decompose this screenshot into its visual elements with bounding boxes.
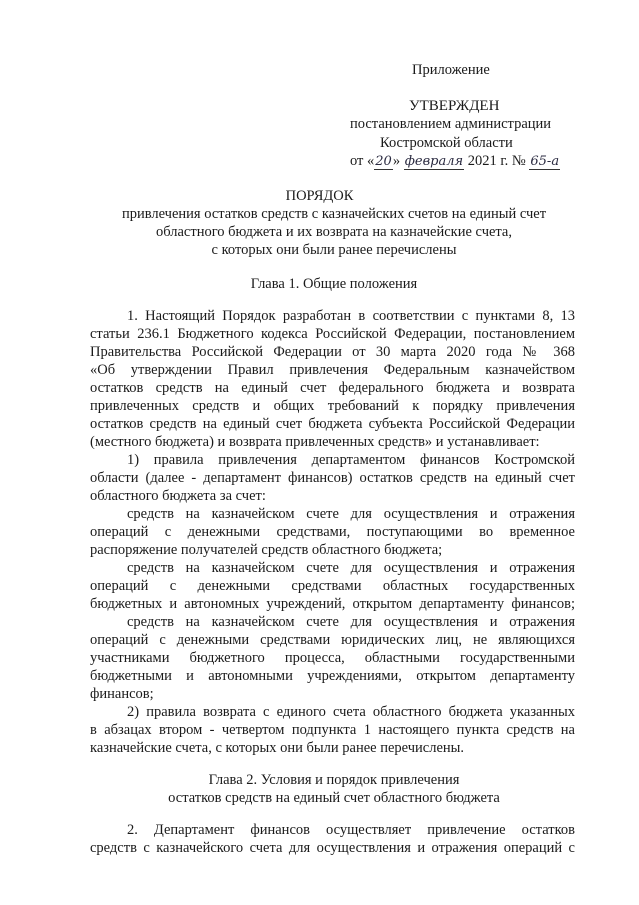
text-line: финансов;	[90, 686, 154, 702]
text-line: 2) правила возврата с единого счета областного бюджета указанных	[127, 704, 575, 720]
region-label: Костромской области	[380, 135, 513, 151]
text-line: средств на казначейском счете для осуществления и отражения	[127, 506, 575, 522]
chapter1-heading: Глава 1. Общие положения	[250, 276, 418, 292]
resolution-date	[350, 153, 560, 170]
doc-subtitle-line: с которых они были ранее перечислены	[211, 242, 457, 258]
text-line: бюджетных и автономных учреждений, открытом департаменту финансов;	[90, 596, 575, 612]
date-day: 20	[375, 154, 392, 169]
appendix-label: Приложение	[412, 62, 490, 78]
doc-subtitle-line: привлечения остатков средств с казначейских счетов на единый счет	[121, 206, 547, 222]
text-line: операций с денежными средствами областных государственных	[90, 578, 575, 594]
text-line: остатков средств на единый счет федерального бюджета и возврата	[90, 380, 575, 396]
date-year: 2021 г. №	[467, 153, 526, 169]
text-line: операций с денежными средствами, поступающими во временное	[90, 524, 575, 540]
text-line: средств на казначейском счете для осуществления и отражения	[127, 560, 575, 576]
approved-label: УТВЕРЖДЕН	[409, 98, 500, 114]
doc-title: ПОРЯДОК	[285, 188, 354, 204]
date-month: февраля	[404, 154, 464, 169]
text-line: 2. Департамент финансов осуществляет привлечение остатков	[127, 822, 575, 838]
text-line: участниками бюджетного процесса, областными государственными	[90, 650, 575, 666]
date-prefix: от «	[350, 153, 375, 169]
text-line: «Об утверждении Правил привлечения Федеральным казначейством	[90, 362, 575, 378]
text-line: средств с казначейского счета для осуществления и отражения операций с	[90, 840, 575, 856]
text-line: статьи 236.1 Бюджетного кодекса Российской Федерации, постановлением	[90, 326, 575, 342]
date-number: 65-а	[530, 154, 560, 169]
text-line: привлеченных средств и общих требований к порядку привлечения	[90, 398, 575, 414]
text-line: казначейские счета, с которых они были ранее перечислены.	[90, 740, 465, 756]
text-line: распоряжение получателей средств областного бюджета;	[90, 542, 443, 558]
chapter2-heading: Глава 2. Условия и порядок привлечения	[208, 772, 460, 788]
text-line: (местного бюджета) и возврата привлеченных средств» и устанавливает:	[90, 434, 540, 450]
text-line: 1) правила привлечения департаментом финансов Костромской	[127, 452, 575, 468]
text-line: области (далее - департамент финансов) остатков средств на единый счет	[90, 470, 575, 486]
text-line: 1. Настоящий Порядок разработан в соответствии с пунктами 8, 13	[127, 308, 575, 324]
text-line: Правительства Российской Федерации от 30 марта 2020 года № 368	[90, 344, 575, 360]
text-line: в абзацах втором - четвертом подпункта 1 настоящего пункта средств на	[90, 722, 575, 738]
resolution-label: постановлением администрации	[350, 116, 552, 132]
text-line: средств на казначейском счете для осуществления и отражения	[127, 614, 575, 630]
text-line: областного бюджета за счет:	[90, 488, 266, 504]
text-line: остатков средств на единый счет бюджета субъекта Российской Федерации	[90, 416, 575, 432]
text-line: операций с денежными средствами юридических лиц, не являющихся	[90, 632, 575, 648]
chapter2-heading: остатков средств на единый счет областного бюджета	[168, 790, 500, 806]
doc-subtitle-line: областного бюджета и их возврата на казначейские счета,	[155, 224, 512, 240]
date-mid: »	[392, 153, 401, 169]
text-line: бюджетными и автономными учреждениями, открытом департаменту	[90, 668, 575, 684]
